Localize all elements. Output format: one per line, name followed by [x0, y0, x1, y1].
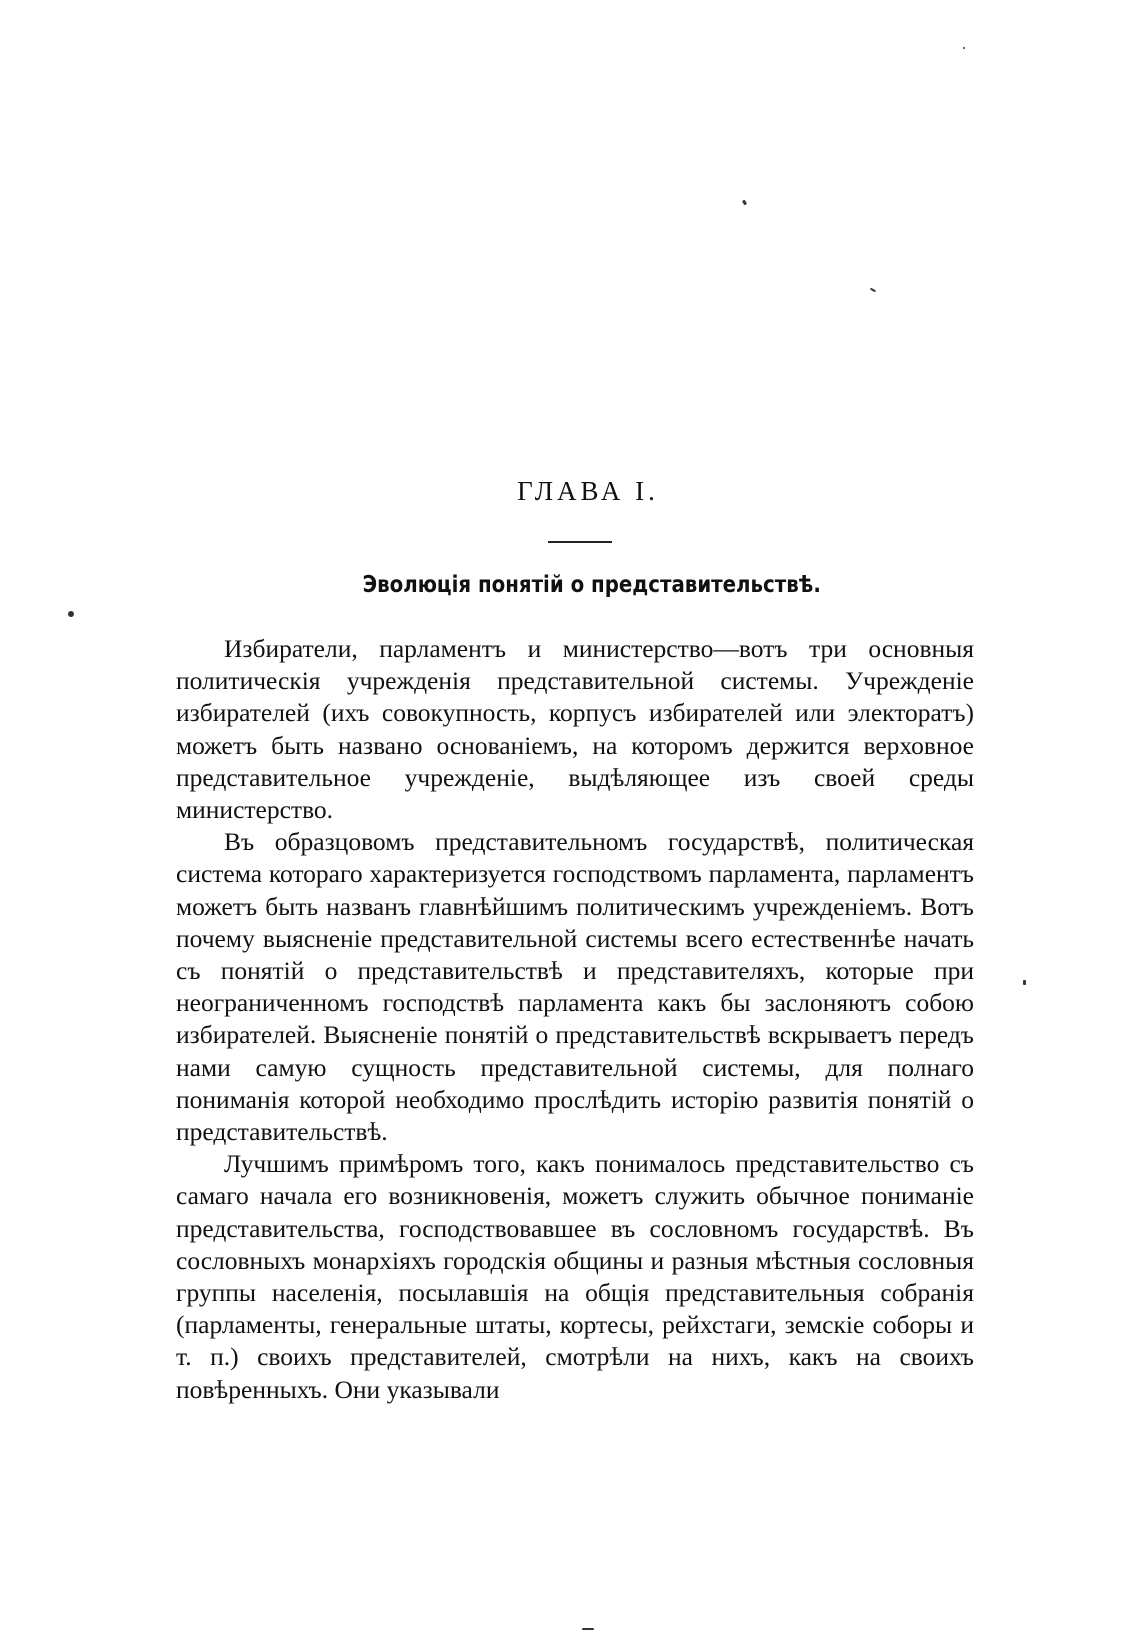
scan-speck [963, 47, 965, 49]
scan-speck [742, 200, 747, 206]
scan-speck [68, 611, 74, 617]
scan-speck [582, 1628, 594, 1630]
chapter-divider [548, 541, 612, 543]
paragraph-3: Лучшимъ примѣромъ того, какъ понималось представительство съ самаго начала его возникновенiя, можетъ служить обычное пониманiе представительства, господствовавшее въ сословномъ государствѣ. Въ сословныхъ монархiяхъ городскiя общины и разныя мѣстныя сословныя группы населенiя, посылавшiя на общiя представительныя собранiя (парламенты, генеральные штаты, кортесы, рейхстаги, земскiе соборы и т. п.) своихъ представителей, смотрѣли на нихъ, какъ на своихъ повѣренныхъ. Они указывали [176, 1149, 974, 1404]
scan-speck [1023, 980, 1026, 985]
chapter-title: Эволюцiя понятiй о представительствѣ. [362, 572, 821, 598]
scan-speck [870, 288, 876, 293]
chapter-label: ГЛАВА I. [517, 476, 659, 506]
paragraph-1: Избиратели, парламентъ и министерство—вотъ три основныя политическiя учрежденiя представительной системы. Учрежденiе избирателей (ихъ совокупность, корпусъ избирателей или электоратъ) можетъ быть названо основанiемъ, на которомъ держится верховное представительное учрежденiе, выдѣляющее изъ своей среды министерство. [176, 634, 974, 825]
paragraph-2: Въ образцовомъ представительномъ государствѣ, политическая система котораго характеризуется господствомъ парламента, парламентъ можетъ быть названъ главнѣйшимъ политическимъ учрежденiемъ. Вотъ почему выясненiе представительной системы всего естественнѣе начать съ понятiй о представительствѣ и представителяхъ, которые при неограниченномъ господствѣ парламента какъ бы заслоняютъ собою избирателей. Выясненiе понятiй о представительствѣ вскрываетъ передъ нами самую сущность представительной системы, для полнаго пониманiя которой необходимо прослѣдить исторiю развитiя понятiй о представительствѣ. [176, 827, 974, 1147]
body-text [176, 633, 974, 1406]
